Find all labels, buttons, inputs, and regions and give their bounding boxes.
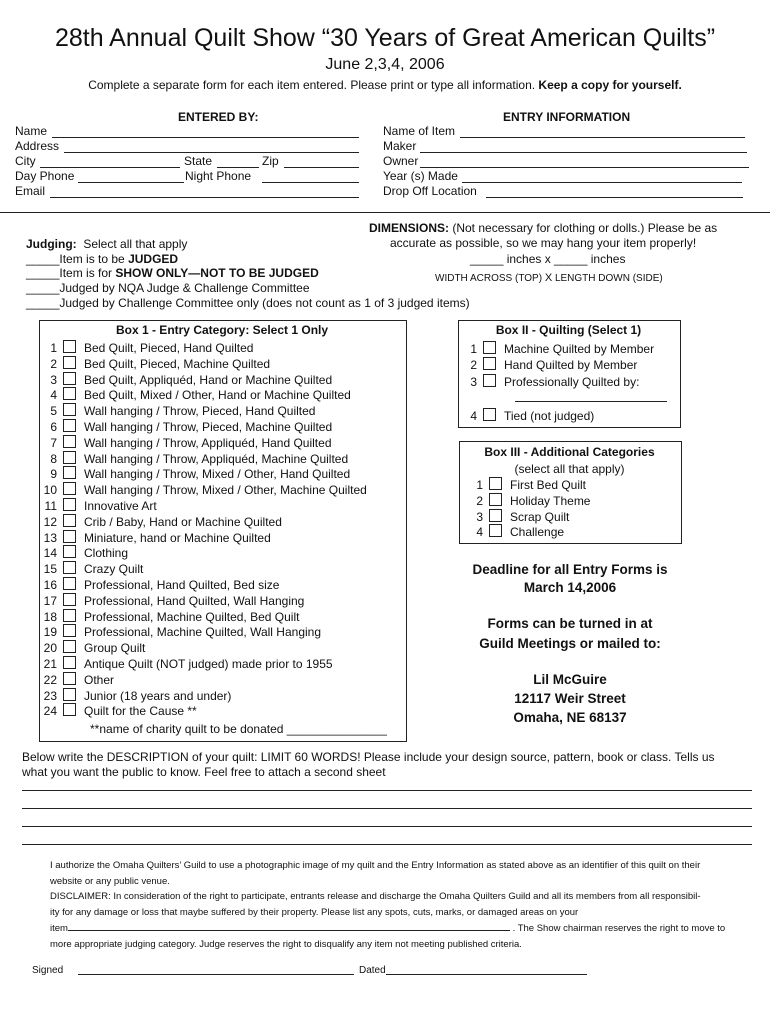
- judging-opt1-text: _____Item is to be: [26, 252, 129, 266]
- state-field[interactable]: [217, 167, 259, 168]
- checkbox[interactable]: [63, 656, 76, 669]
- judging-option-nqa[interactable]: _____Judged by NQA Judge & Challenge Committee: [26, 281, 310, 295]
- option-number: 2: [476, 493, 483, 508]
- option-label: Junior (18 years and under): [84, 688, 232, 703]
- checkbox[interactable]: [63, 688, 76, 701]
- checkbox[interactable]: [63, 340, 76, 353]
- option-number: 5: [50, 404, 57, 419]
- entered-by-heading: ENTERED BY:: [178, 110, 259, 124]
- option-label: Professional, Machine Quilted, Wall Hanging: [84, 625, 322, 640]
- box2-option[interactable]: [453, 341, 654, 357]
- checkbox[interactable]: [483, 374, 496, 387]
- box3-title: Box III - Additional Categories: [484, 445, 655, 459]
- deadline-block: [425, 561, 715, 727]
- year-made-field[interactable]: [462, 182, 742, 183]
- checkbox[interactable]: [489, 477, 502, 490]
- option-number: 19: [43, 625, 57, 640]
- description-line-4[interactable]: [22, 844, 752, 845]
- professional-quilter-field[interactable]: [515, 401, 667, 402]
- width-label: WIDTH ACROSS (TOP): [435, 273, 543, 284]
- dimensions-text2: accurate as possible, so we may hang your item properly!: [390, 236, 697, 250]
- judging-opt1-bold: JUDGED: [128, 252, 179, 266]
- option-label: Crazy Quilt: [84, 562, 144, 577]
- option-label: Clothing: [84, 546, 129, 561]
- box3-option[interactable]: [459, 509, 569, 525]
- instructions-bold: Keep a copy for yourself.: [538, 78, 682, 92]
- box1-option[interactable]: [33, 451, 348, 467]
- owner-field[interactable]: [420, 167, 749, 168]
- option-number: 1: [470, 342, 477, 356]
- option-label: Innovative Art: [84, 499, 157, 513]
- judging-opt2-bold: SHOW ONLY—NOT TO BE JUDGED: [115, 266, 319, 280]
- signature-field[interactable]: [78, 974, 354, 975]
- box1-option[interactable]: [33, 672, 114, 688]
- day-phone-field[interactable]: [78, 182, 184, 183]
- option-number: 10: [43, 483, 57, 498]
- judging-option-judged[interactable]: [26, 252, 178, 267]
- maker-field[interactable]: [420, 152, 747, 153]
- form-title: 28th Annual Quilt Show “30 Years of Great American Quilts”: [54, 24, 716, 52]
- deadline-line1: Deadline for all Entry Forms is: [472, 562, 668, 577]
- name-label: Name: [15, 124, 48, 138]
- section-divider: [0, 212, 770, 213]
- name-field[interactable]: [52, 137, 359, 138]
- option-number: 4: [50, 388, 57, 403]
- maker-label: Maker: [383, 139, 417, 153]
- option-number: 22: [43, 672, 57, 687]
- judging-select: Select all that apply: [83, 237, 188, 251]
- option-number: 2: [50, 356, 57, 371]
- option-label: Professional, Hand Quilted, Wall Hanging: [84, 593, 305, 608]
- show-dates: June 2,3,4, 2006: [325, 56, 445, 73]
- checkbox[interactable]: [483, 341, 496, 354]
- option-label: Challenge: [510, 525, 565, 540]
- drop-off-field[interactable]: [486, 197, 743, 198]
- description-line-3[interactable]: [22, 826, 752, 827]
- option-label: Wall hanging / Throw, Pieced, Machine Quilted: [84, 420, 333, 434]
- checkbox[interactable]: [63, 387, 76, 400]
- option-label: Bed Quilt, Pieced, Hand Quilted: [84, 341, 254, 355]
- option-number: 3: [476, 509, 483, 524]
- option-label: Wall hanging / Throw, Appliquéd, Hand Quilted: [84, 435, 332, 450]
- checkbox[interactable]: [63, 577, 76, 590]
- checkbox[interactable]: [63, 561, 76, 574]
- box1-option[interactable]: [33, 356, 270, 372]
- address-label: Address: [15, 139, 60, 153]
- item-label: item: [50, 923, 68, 934]
- day-phone-label: Day Phone: [15, 169, 75, 183]
- box1-option[interactable]: [33, 688, 231, 704]
- mail-city: Omaha, NE 68137: [513, 710, 627, 725]
- year-made-label: Year (s) Made: [383, 169, 458, 183]
- deadline-line3: Forms can be turned in at: [487, 616, 653, 631]
- deadline-line4: Guild Meetings or mailed to:: [479, 636, 661, 651]
- checkbox[interactable]: [63, 356, 76, 369]
- option-label: Bed Quilt, Appliquéd, Hand or Machine Quilted: [84, 372, 333, 387]
- night-phone-field[interactable]: [262, 182, 359, 183]
- option-label: Professional, Hand Quilted, Bed size: [84, 578, 280, 592]
- instructions-text: Complete a separate form for each item entered. Please print or type all information.: [88, 78, 536, 92]
- box1-option[interactable]: [33, 530, 271, 546]
- dimensions-width-length: [435, 271, 663, 286]
- length-label: LENGTH DOWN (SIDE): [554, 273, 663, 284]
- damage-field[interactable]: [68, 920, 510, 931]
- option-number: 4: [470, 409, 477, 423]
- checkbox[interactable]: [489, 509, 502, 522]
- checkbox[interactable]: [63, 514, 76, 527]
- option-number: 3: [470, 375, 477, 389]
- judging-option-show-only[interactable]: [26, 266, 319, 281]
- disclaimer-move: . The Show chairman reserves the right to move to: [512, 923, 726, 934]
- dimensions-label: DIMENSIONS:: [369, 221, 450, 235]
- checkbox[interactable]: [63, 419, 76, 432]
- judging-heading: [26, 237, 187, 252]
- night-phone-label: Night Phone: [185, 169, 252, 183]
- option-number: 8: [50, 451, 57, 466]
- option-label: Professionally Quilted by:: [504, 375, 640, 389]
- checkbox[interactable]: [63, 672, 76, 685]
- checkbox[interactable]: [483, 357, 496, 370]
- option-number: 24: [43, 704, 57, 719]
- option-number: 14: [43, 546, 57, 561]
- zip-field[interactable]: [284, 167, 359, 168]
- box1-option[interactable]: [33, 593, 304, 609]
- mail-street: 12117 Weir Street: [514, 691, 626, 706]
- box1-option[interactable]: [33, 656, 333, 672]
- option-number: 4: [476, 525, 483, 540]
- option-label: Machine Quilted by Member: [504, 342, 655, 356]
- box1-option[interactable]: [33, 466, 350, 482]
- disclaimer-line2: ity for any damage or loss that maybe suffered by their property. Please list any spots, cuts, marks, or damaged areas on your: [50, 906, 579, 918]
- checkbox[interactable]: [63, 640, 76, 653]
- box1-option[interactable]: [33, 703, 197, 719]
- deadline-date: March 14,2006: [523, 580, 617, 595]
- state-label: State: [184, 154, 213, 168]
- box1-option[interactable]: [33, 403, 315, 419]
- charity-note[interactable]: **name of charity quilt to be donated _______________: [90, 722, 387, 736]
- checkbox[interactable]: [63, 403, 76, 416]
- checkbox[interactable]: [63, 435, 76, 448]
- checkbox[interactable]: [63, 609, 76, 622]
- box1-option[interactable]: [33, 624, 321, 640]
- box1-option[interactable]: [33, 561, 143, 577]
- checkbox[interactable]: [63, 482, 76, 495]
- dimensions-inches-field[interactable]: _____ inches x _____ inches: [470, 252, 626, 266]
- checkbox[interactable]: [63, 593, 76, 606]
- option-label: Quilt for the Cause **: [84, 704, 197, 719]
- x-label: X: [544, 272, 553, 284]
- option-label: Hand Quilted by Member: [504, 358, 638, 372]
- auth-line2: website or any public venue.: [50, 875, 170, 887]
- option-number: 16: [43, 578, 57, 592]
- box1-option[interactable]: [33, 482, 367, 498]
- option-number: 15: [43, 562, 57, 577]
- dated-label: Dated: [359, 965, 386, 976]
- option-label: Wall hanging / Throw, Mixed / Other, Machine Quilted: [84, 483, 367, 498]
- option-label: Bed Quilt, Mixed / Other, Hand or Machine Quilted: [84, 388, 351, 403]
- instructions: [0, 78, 770, 92]
- description-text2: what you want the public to know. Feel free to attach a second sheet: [22, 765, 386, 779]
- option-number: 11: [44, 499, 57, 513]
- dimensions-line1: [369, 221, 717, 236]
- date-field[interactable]: [386, 974, 587, 975]
- judging-opt2-text: _____Item is for: [26, 266, 116, 280]
- option-number: 12: [43, 514, 57, 529]
- checkbox[interactable]: [489, 524, 502, 537]
- box2-title: Box II - Quilting (Select 1): [495, 323, 642, 337]
- owner-label: Owner: [383, 154, 419, 168]
- entry-info-heading: ENTRY INFORMATION: [503, 110, 631, 124]
- option-number: 6: [50, 420, 57, 434]
- option-label: Miniature, hand or Machine Quilted: [84, 530, 271, 545]
- checkbox[interactable]: [63, 703, 76, 716]
- option-label: First Bed Quilt: [510, 478, 587, 492]
- box1-option[interactable]: [33, 387, 351, 403]
- box1-option[interactable]: [33, 640, 145, 656]
- checkbox[interactable]: [63, 498, 76, 511]
- disclaimer-line4: more appropriate judging category. Judge reserves the right to disqualify any item not meeting published criteria.: [50, 938, 522, 950]
- authorization: [50, 858, 725, 952]
- zip-label: Zip: [262, 154, 279, 168]
- option-label: Other: [84, 672, 115, 687]
- box3-option[interactable]: [459, 477, 586, 493]
- box1-option[interactable]: [33, 514, 282, 530]
- option-label: Holiday Theme: [510, 493, 591, 508]
- option-label: Bed Quilt, Pieced, Machine Quilted: [84, 356, 271, 371]
- dimensions-text1: (Not necessary for clothing or dolls.) Please be as: [449, 221, 718, 235]
- judging-option-challenge[interactable]: _____Judged by Challenge Committee only (does not count as 1 of 3 judged items): [26, 296, 470, 310]
- box2-option[interactable]: [453, 357, 637, 373]
- checkbox[interactable]: [63, 624, 76, 637]
- box1-option[interactable]: [33, 435, 332, 451]
- option-label: Wall hanging / Throw, Mixed / Other, Hand Quilted: [84, 467, 351, 482]
- drop-off-label: Drop Off Location: [383, 184, 477, 198]
- description-line-2[interactable]: [22, 808, 752, 809]
- option-number: 17: [43, 593, 57, 608]
- option-label: Antique Quilt (NOT judged) made prior to 1955: [84, 657, 333, 671]
- checkbox[interactable]: [483, 408, 496, 421]
- city-field[interactable]: [40, 167, 180, 168]
- box3-option[interactable]: [459, 524, 564, 540]
- checkbox[interactable]: [63, 466, 76, 479]
- description-text1: Below write the DESCRIPTION of your quilt: LIMIT 60 WORDS! Please include your design source, pattern, book or class. Tells us: [22, 750, 715, 764]
- box3-subtitle: (select all that apply): [514, 462, 625, 476]
- box1-option[interactable]: [33, 372, 332, 388]
- box1-option[interactable]: [33, 577, 279, 593]
- option-number: 7: [50, 435, 57, 450]
- option-number: 3: [50, 372, 57, 387]
- option-number: 2: [470, 358, 477, 372]
- item-name-label: Name of Item: [383, 124, 456, 138]
- checkbox[interactable]: [63, 451, 76, 464]
- option-label: Group Quilt: [84, 641, 146, 656]
- judging-label: Judging:: [26, 237, 77, 251]
- auth-line1: I authorize the Omaha Quilters’ Guild to use a photographic image of my quilt and the Entry Information as stated above as an identifier of this quilt on their: [50, 860, 701, 871]
- option-number: 1: [50, 341, 57, 355]
- option-label: Scrap Quilt: [510, 509, 570, 524]
- box2-option[interactable]: [453, 408, 594, 424]
- mail-name: Lil McGuire: [533, 672, 607, 687]
- box1-option[interactable]: [33, 609, 299, 625]
- option-label: Crib / Baby, Hand or Machine Quilted: [84, 514, 282, 529]
- box3-option[interactable]: [459, 493, 590, 509]
- disclaimer-line3: [50, 920, 725, 937]
- checkbox[interactable]: [63, 530, 76, 543]
- signed-label: Signed: [32, 965, 64, 976]
- item-name-field[interactable]: [460, 137, 745, 138]
- box1-title: Box 1 - Entry Category: Select 1 Only: [115, 323, 329, 337]
- option-number: 20: [43, 641, 57, 656]
- option-number: 1: [476, 478, 483, 492]
- checkbox[interactable]: [489, 493, 502, 506]
- option-number: 23: [43, 688, 57, 703]
- box2-option[interactable]: [453, 374, 639, 390]
- email-label: Email: [15, 184, 46, 198]
- option-label: Professional, Machine Quilted, Bed Quilt: [84, 609, 300, 624]
- checkbox[interactable]: [63, 372, 76, 385]
- option-number: 21: [43, 657, 57, 671]
- email-field[interactable]: [50, 197, 359, 198]
- checkbox[interactable]: [63, 545, 76, 558]
- option-label: Wall hanging / Throw, Pieced, Hand Quilted: [84, 404, 316, 419]
- option-label: Tied (not judged): [504, 409, 595, 423]
- box1-option[interactable]: [33, 545, 128, 561]
- option-number: 18: [43, 609, 57, 624]
- option-number: 9: [50, 467, 57, 482]
- box1-option[interactable]: [33, 340, 253, 356]
- option-number: 13: [43, 530, 57, 545]
- option-label: Wall hanging / Throw, Appliquéd, Machine Quilted: [84, 451, 349, 466]
- box1-option[interactable]: [33, 419, 332, 435]
- disclaimer-line1: DISCLAIMER: In consideration of the right to participate, entrants release and discharge the Omaha Quilters Guild and all its members from all responsibil-: [50, 891, 701, 902]
- box1-option[interactable]: [33, 498, 157, 514]
- city-label: City: [15, 154, 36, 168]
- address-field[interactable]: [64, 152, 359, 153]
- description-line-1[interactable]: [22, 790, 752, 791]
